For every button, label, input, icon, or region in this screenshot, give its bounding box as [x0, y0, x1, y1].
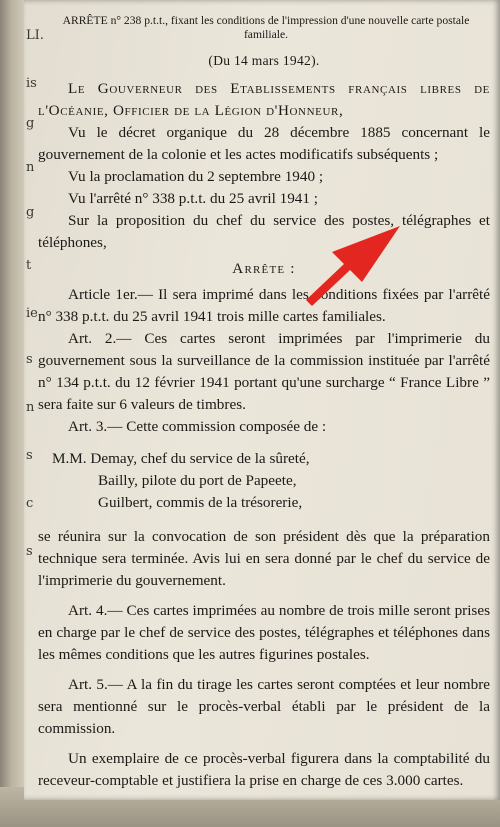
- margin-fragment: n: [26, 160, 35, 175]
- member-line: M.M. Demay, chef du service de la sûreté,: [52, 450, 310, 467]
- margin-fragment: s: [26, 448, 33, 463]
- red-arrow-icon: [292, 222, 402, 312]
- consideration-item: Vu le décret organique du 28 décembre 1885 concernant le gouvernement de la colonie et les actes modificatifs subséquents ;: [38, 124, 490, 163]
- member-line: Guilbert, commis de la trésorerie,: [98, 494, 303, 511]
- margin-fragment: s: [26, 352, 33, 367]
- article-3-rest: se réunira sur la convocation de son président dès que la préparation technique sera terminée. Avis lui en sera donné par le chef du service de l'imprimerie du gouvernement.: [38, 528, 490, 589]
- decree-date: (Du 14 mars 1942).: [208, 53, 320, 68]
- closing-paragraph: Un exemplaire de ce procès-verbal figurera dans la comptabilité du receveur-comptable et justifiera la prise en charge de ces 3.000 cartes.: [38, 750, 490, 789]
- article-3-intro: Art. 3.— Cette commission composée de :: [68, 418, 327, 435]
- margin-fragment: g: [26, 116, 35, 131]
- article-2: Art. 2.— Ces cartes seront imprimées par l'imprimerie du gouvernement sous la surveillance de la commission instituée par l'arrêté n° 134 p.t.t. du 12 février 1941 portant qu'une surcharge “ France Libre ” sera faite sur 6 valeurs de timbres.: [38, 330, 490, 413]
- decree-header: ARRÊTE n° 238 p.t.t., fixant les conditions de l'impression d'une nouvelle carte postale familiale.: [62, 14, 470, 41]
- document-page: [24, 0, 500, 800]
- article-5: Art. 5.— A la fin du tirage les cartes seront comptées et leur nombre sera mentionné sur le procès-verbal établi par le président de la commission.: [38, 676, 490, 737]
- margin-fragment: t: [26, 258, 32, 273]
- article-4: Art. 4.— Ces cartes imprimées au nombre de trois mille seront prises en charge par le chef de service des postes, télégraphes et téléphones dans les mêmes conditions que les autres figurines postales.: [38, 602, 490, 663]
- margin-fragment: g: [26, 205, 35, 220]
- arrete-heading: Arrête :: [232, 260, 296, 277]
- margin-fragment: s: [26, 544, 33, 559]
- consideration-item: Vu la proclamation du 2 septembre 1940 ;: [68, 168, 324, 185]
- margin-fragment: n: [26, 400, 35, 415]
- document-body: [38, 14, 490, 792]
- margin-fragment: is: [26, 76, 37, 91]
- margin-fragment: LI.: [26, 28, 44, 43]
- consideration-item: Vu l'arrêté n° 338 p.t.t. du 25 avril 1941 ;: [68, 190, 319, 207]
- consideration-item: Sur la proposition du chef du service des postes, télégraphes et téléphones,: [38, 212, 490, 251]
- commission-members: [52, 448, 490, 514]
- member-line: Bailly, pilote du port de Papeete,: [98, 472, 297, 489]
- margin-fragment: ie: [26, 306, 38, 321]
- article-1: Article 1er.— Il sera imprimé dans les conditions fixées par l'arrêté n° 338 p.t.t. du 25 avril 1941 trois mille cartes familiales.: [38, 286, 490, 325]
- margin-fragment: c: [26, 496, 34, 511]
- governor-title: Le Gouverneur des Etablissements français libres de l'Océanie, Officier de la Légion d'Honneur,: [38, 80, 490, 119]
